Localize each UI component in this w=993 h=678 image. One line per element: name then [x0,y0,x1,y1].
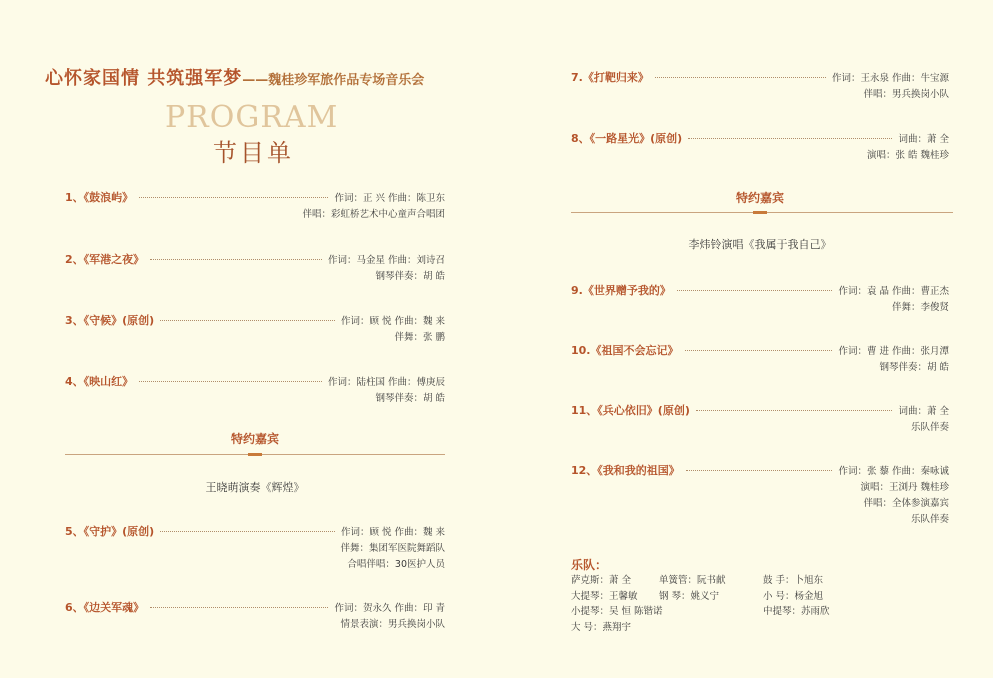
band-member: 小提琴：吴 恒 陈锴诺 [571,606,663,617]
item-credit-secondary: 钢琴伴奏：胡 皓 [375,393,445,404]
item-credit: 作词：张 藜 作曲：秦咏诚 [838,466,949,477]
guest-performance: 李炜铃演唱《我属于我自己》 [688,238,832,251]
item-credit-secondary: 演唱：张 皓 魏桂珍 [866,150,949,161]
guest-divider-mark [753,211,767,214]
item-credit: 作词：袁 晶 作曲：曹正杰 [838,286,949,297]
program-item-10 [571,343,949,376]
band-member: 中提琴：苏雨欣 [763,606,830,617]
item-credit-secondary: 钢琴伴奏：胡 皓 [375,271,445,282]
item-credit: 作词：曹 进 作曲：张月潭 [838,346,949,357]
leader-dots [655,77,826,78]
item-title: 3、《守候》(原创) [65,314,155,327]
item-credit: 作词：贺永久 作曲：印 青 [334,603,445,614]
guest-performance: 王晓萌演奏《辉煌》 [205,481,305,494]
item-credit: 词曲：萧 全 [898,406,949,417]
item-credit: 作词：王永泉 作曲：牛宝源 [831,73,949,84]
item-title: 1、《鼓浪屿》 [65,191,134,204]
program-item-5 [65,524,445,573]
item-credit: 作词：陆柱国 作曲：傅庚辰 [327,377,445,388]
item-credit-tertiary: 伴唱：全体参演嘉宾 [863,498,949,509]
leader-dots [160,320,335,321]
band-row [571,604,830,620]
concert-subtitle: ——魏桂珍军旅作品专场音乐会 [242,73,425,88]
band-member: 钢 琴：姚义宁 [659,590,720,602]
program-item-2 [65,252,445,285]
band-member: 大 号：燕翔宇 [571,621,632,633]
band-member: 鼓 手：卜旭东 [763,575,824,586]
item-title: 2、《军港之夜》 [65,253,145,266]
item-credit-secondary: 伴唱：彩虹桥艺术中心童声合唱团 [302,209,445,220]
leader-dots [677,290,833,291]
item-credit-tertiary: 合唱伴唱：30医护人员 [347,559,445,570]
band-member: 单簧管：阮书献 [659,575,726,586]
leader-dots [686,470,833,471]
item-credit-secondary: 情景表演：男兵换岗小队 [340,619,445,630]
item-title: 6、《边关军魂》 [65,601,145,614]
band-member: 大提琴：王馨敏 [571,590,638,602]
program-english-heading: PROGRAM [165,100,339,135]
program-item-1 [65,190,445,223]
leader-dots [139,197,328,198]
item-credit-secondary: 伴舞：张 鹏 [394,332,445,343]
band-heading: 乐队： [571,558,608,572]
program-item-6 [65,600,445,633]
item-credit: 作词：马金星 作曲：刘诗召 [327,255,445,266]
item-credit: 作词：正 兴 作曲：陈卫东 [334,193,445,204]
program-item-11 [571,403,949,436]
leader-dots [139,381,322,382]
item-credit-secondary: 伴舞：集团军医院舞蹈队 [340,543,445,554]
item-credit: 作词：顾 悦 作曲：魏 来 [340,527,445,538]
program-item-9 [571,283,949,316]
item-title: 10.《祖国不会忘记》 [571,344,679,357]
item-title: 8、《一路星光》(原创) [571,132,683,145]
item-credit-secondary: 乐队伴奏 [910,422,949,433]
program-item-4 [65,374,445,407]
item-credit: 词曲：萧 全 [898,134,949,145]
program-item-3 [65,313,445,346]
leader-dots [150,607,328,608]
guest-divider-mark [248,453,262,456]
band-row [571,620,830,636]
item-credit-secondary: 伴唱：男兵换岗小队 [863,89,949,100]
item-credit: 作词：顾 悦 作曲：魏 来 [340,316,445,327]
program-item-8 [571,131,949,164]
item-title: 5、《守护》(原创) [65,525,155,538]
concert-main-title: 心怀家国情 共筑强军梦 [45,68,243,89]
leader-dots [696,410,893,411]
band-roster [571,573,830,635]
leader-dots [685,350,833,351]
item-title: 11、《兵心依旧》(原创) [571,404,690,417]
program-chinese-heading: 节目单 [213,139,294,167]
guest-heading: 特约嘉宾 [735,191,784,205]
item-credit-secondary: 钢琴伴奏：胡 皓 [879,362,949,373]
item-title: 9.《世界赠予我的》 [571,284,671,297]
band-row [571,589,830,605]
band-member: 小 号：杨金旭 [763,590,824,602]
band-row [571,573,830,589]
item-credit-secondary: 演唱：王浏丹 魏桂珍 [860,482,949,493]
guest-heading: 特约嘉宾 [230,432,279,446]
band-member: 萨克斯：萧 全 [571,575,632,586]
item-title: 7.《打靶归来》 [571,71,649,84]
item-credit-quaternary: 乐队伴奏 [910,514,949,525]
leader-dots [688,138,892,139]
item-credit-secondary: 伴舞：李俊贤 [891,302,949,313]
program-item-7 [571,70,949,103]
program-item-12 [571,463,949,528]
leader-dots [160,531,335,532]
item-title: 4、《映山红》 [65,375,134,388]
item-title: 12、《我和我的祖国》 [571,464,680,477]
leader-dots [150,259,322,260]
concert-title [45,64,424,90]
